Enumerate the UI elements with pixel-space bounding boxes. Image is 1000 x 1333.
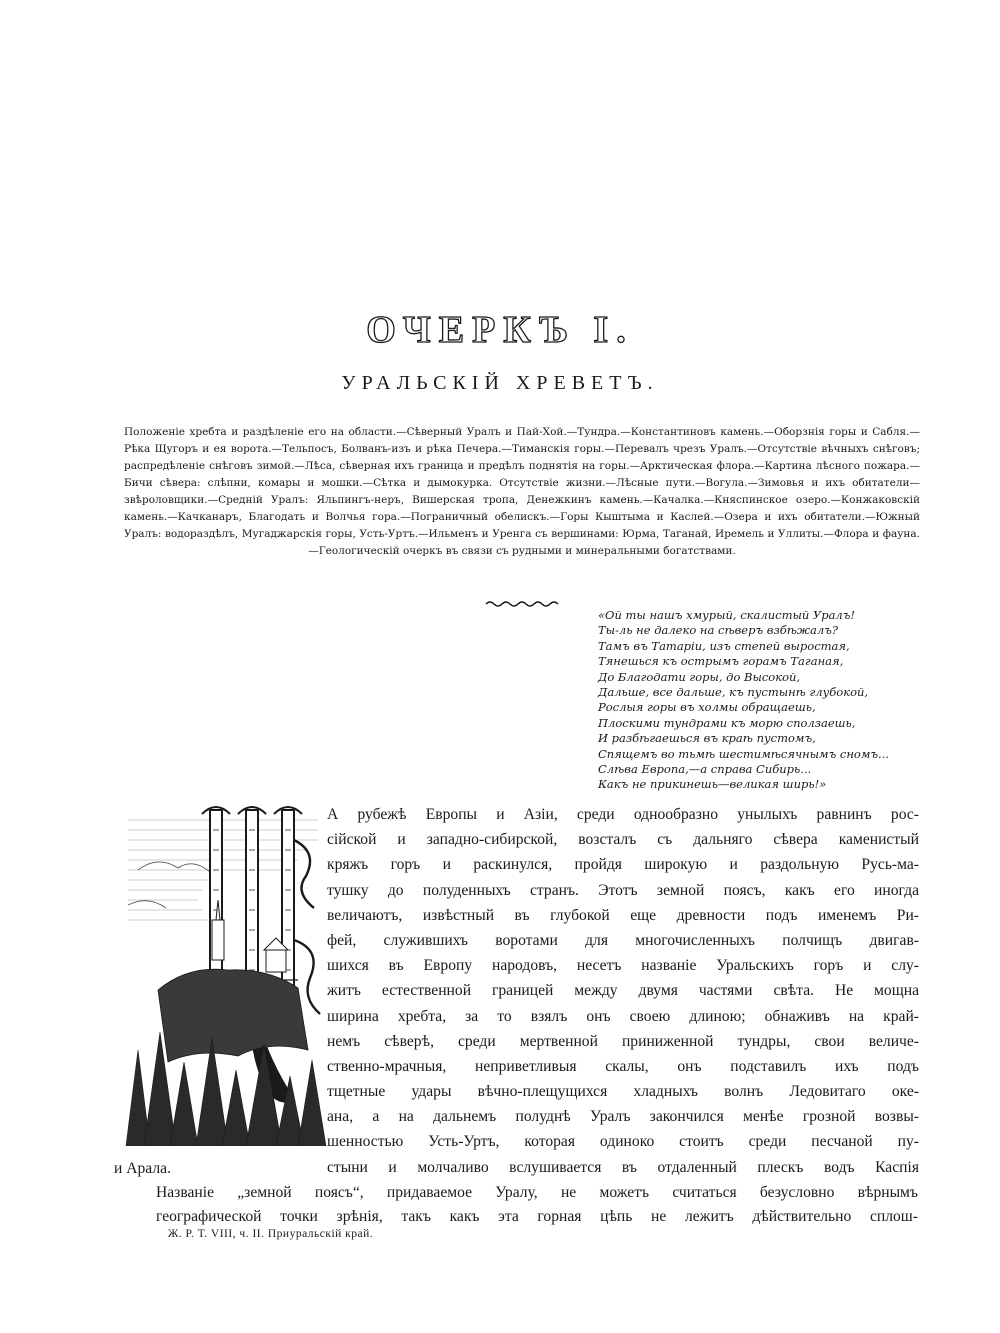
text-line: ственно-мрачныя, неприветливыя скалы, онъ подставилъ ихъ подъ xyxy=(327,1057,919,1075)
epigraph-line: И разбѣгаешься въ краѣ пустомъ, xyxy=(598,731,816,746)
text-line: кряжъ горъ и раскинулся, пройдя широкую и раздольную Русь-ма- xyxy=(327,856,919,874)
text-line: географической точки зрѣнія, такъ какъ эта горная цѣпь не лежитъ дѣйствительно сплош- xyxy=(156,1208,918,1225)
epigraph-line: Плоскими тундрами къ морю сползаешь, xyxy=(598,715,856,730)
text-line: ана, а на дальнемъ полуднѣ Уралъ закончился менѣе грозной возвы- xyxy=(327,1108,919,1126)
epigraph-line: Дальше, все дальше, къ пустынѣ глубокой, xyxy=(598,685,869,700)
text-line: величаютъ, извѣстный въ глубокой еще древности подъ именемъ Ри- xyxy=(327,906,919,924)
page-footer-signature: Ж. Р. Т. VIII, ч. II. Приуральскій край. xyxy=(168,1228,374,1240)
text-line: тщетные удары вѣчно-плещущихся хладныхъ волнъ Ледовитаго оке- xyxy=(327,1083,919,1101)
chapter-summary: Положеніе хребта и раздѣленіе его на области.—Сѣверный Уралъ и Пай-Хой.—Тундра.—Константиновъ камень.—Оборзнія горы и Сабля.—Рѣка Щугоръ и ея ворота.—Тельпосъ, Болванъ-изъ и рѣка Печера.—Тиманскія горы.—Перевалъ чрезъ Уралъ.—Отсутствіе вѣчныхъ снѣговъ; распредѣленіе снѣговъ зимой.—Лѣса, сѣверная ихъ граница и предѣлъ поднятія на горы.—Арктическая флора.—Картина лѣсного пожара.—Бичи сѣвера: слѣпни, комары и мошки.—Сѣтка и дымокурка. Отсутствіе жизни.—Лѣсные пути.—Вогула.—Зимовья и ихъ обитатели—звѣроловщики.—Средній Уралъ: Яльпингъ-неръ, Вишерская тропа, Денежкинъ камень.—Качалка.—Княспинское озеро.—Конжаковскій камень.—Качканаръ, Благодать и Волчья гора.—Пограничный обелискъ.—Горы Кыштыма и Каслей.—Озера и ихъ обитатели.—Южный Уралъ: водораздѣлъ, Мугаджарскія горы, Усть-Уртъ.—Ильменъ и Уренга съ вершинами: Юрма, Таганай, Иремель и Уллиты.—Флора и фауна.—Геологическій очеркъ въ связи съ рудными и минеральными богатствами. xyxy=(124,426,920,557)
text-line: ширина хребта, за то взялъ онъ своею длиною; обнаживъ на край- xyxy=(327,1007,919,1025)
epigraph-line: Спящемъ во тьмѣ шестимѣсячнымъ сномъ... xyxy=(598,746,890,761)
text-line: шихся въ Европу народовъ, несетъ названіе Уральскихъ горъ и слу- xyxy=(327,957,919,975)
epigraph-line: Слѣва Европа,—а справа Сибирь... xyxy=(598,762,812,777)
body-paragraph-1 xyxy=(327,802,919,1180)
epigraph-line: До Благодати горы, до Высокой, xyxy=(598,669,801,684)
text-line: житъ естественной границей между двумя частями свѣта. Не мощна xyxy=(327,982,919,1000)
epigraph-line: Какъ не прикинешь—великая ширь!» xyxy=(598,777,827,792)
wavy-ornament xyxy=(484,598,562,610)
text-line: немъ сѣверѣ, среди мертвенной приниженной тундры, свои величе- xyxy=(327,1032,919,1050)
epigraph-line: Рослыя горы въ холмы обращаешь, xyxy=(598,700,816,715)
chapter-subtitle: УРАЛЬСКІЙ ХРЕВЕТЪ. xyxy=(341,372,659,394)
epigraph-poem xyxy=(598,608,898,793)
initial-letter-engraving xyxy=(118,800,330,1146)
cloud-shapes xyxy=(128,862,210,908)
paragraph-tail: и Арала. xyxy=(114,1160,171,1177)
epigraph-line: Тамъ въ Татаріи, изъ степей выростая, xyxy=(598,638,850,653)
epigraph-line: «Ой ты нашъ хмурый, скалистый Уралъ! xyxy=(598,608,856,622)
text-line: сійской и западно-сибирской, возсталъ съ дальняго сѣвера каменистый xyxy=(327,831,919,849)
text-line: А рубежѣ Европы и Азіи, среди однообразно унылыхъ равнинъ рос- xyxy=(327,806,919,823)
rocky-cliff xyxy=(158,969,308,1062)
text-line: стыни и молчаливо вслушивается въ отдаленный плескъ водъ Каспія xyxy=(327,1158,919,1176)
chapter-title: ОЧЕРКЪ I. xyxy=(366,309,634,351)
text-line: шенностью Усть-Уртъ, которая одиноко стоитъ среди песчаной пу- xyxy=(327,1133,919,1151)
epigraph-line: Ты-ль не далеко на сѣверъ взбѣжалъ? xyxy=(598,623,838,638)
epigraph-line: Тянешься къ острымъ горамъ Таганая, xyxy=(598,654,844,669)
text-line: фей, служившихъ воротами для многочисленныхъ полчищъ двигав- xyxy=(327,931,919,949)
text-line: тушку до полуденныхъ странъ. Этотъ земной поясъ, какъ его иногда xyxy=(327,881,919,899)
hilltop-chapel xyxy=(178,900,298,980)
body-paragraph-2 xyxy=(156,1181,918,1229)
text-line: Названіе „земной поясъ“, придаваемое Уралу, не можетъ считаться безусловно вѣрнымъ xyxy=(156,1184,918,1201)
